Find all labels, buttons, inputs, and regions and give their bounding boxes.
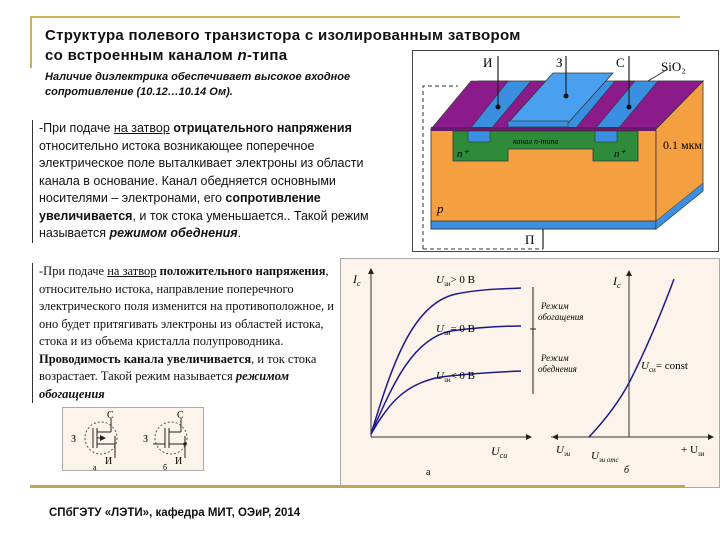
svg-text:Uзи> 0 В (436, 274, 475, 288)
enhancement-paragraph (32, 263, 339, 403)
oxide-label: SiO₂ (661, 59, 686, 74)
text: , и ток стока возрастает. Такой режим называется (39, 351, 317, 383)
relation: > 0 В (450, 274, 476, 286)
subscript: зи (697, 450, 705, 458)
text: -При подаче (39, 121, 114, 135)
depletion-mode-label: обеднения (538, 364, 577, 374)
chart-a-caption: а (426, 467, 431, 478)
subscript: си (499, 451, 508, 460)
gate-label-a: З (71, 434, 77, 445)
bottom-accent-rule (30, 485, 685, 488)
subscript: c (617, 281, 621, 290)
left-accent-rule (30, 16, 32, 68)
n-plus-left-label: n⁺ (457, 148, 469, 160)
svg-text:Uзи отс (591, 450, 619, 464)
channel-label: канал n-типа (513, 137, 559, 146)
svg-text:Uзи= 0 В (436, 323, 475, 337)
title-text: со встроенным каналом (45, 47, 238, 64)
title-italic-n: n (237, 47, 247, 64)
drain-label-b: С (177, 410, 184, 421)
subscript: зи (443, 280, 451, 288)
relation: = const (655, 360, 688, 372)
thickness-label: 0.1 мкм (663, 138, 703, 152)
substrate-label: p (437, 201, 444, 216)
svg-text:Ic (352, 272, 361, 288)
underlined-text: на затвор (107, 264, 157, 278)
curve3-label: U (436, 370, 444, 382)
bold-italic-text: режимом обогащения (39, 369, 290, 401)
uds-axis-label: U (491, 444, 500, 458)
text: -При подаче (39, 264, 108, 278)
n-plus-right-label: n⁺ (614, 148, 626, 160)
circuit-symbols-panel (62, 407, 204, 471)
const-label: U (641, 360, 649, 372)
chart-b-caption: б (624, 465, 630, 476)
structure-svg (413, 51, 718, 251)
gate-label-b: З (143, 434, 149, 445)
ic-axis-label-b: I (613, 274, 617, 288)
svg-text:Uзи< 0 В (436, 370, 475, 384)
drain-label-a: С (107, 410, 114, 421)
subscript: зи (563, 450, 571, 458)
source-label-b: И (175, 456, 183, 467)
relation: < 0 В (450, 370, 476, 382)
symbol-b-caption: б (163, 463, 168, 470)
text: относительно истока возникающее поперечное электрическое поле выталкивает электроны из области канала в основание. Канал обедняется основными носителями – электронами, его (39, 138, 364, 205)
relation: = 0 В (450, 323, 476, 335)
bold-text: положительного напряжения (159, 264, 326, 278)
ugs-pos-axis-label: + U (681, 444, 698, 456)
subscript: зи (443, 376, 451, 384)
characteristics-svg (341, 259, 719, 487)
source-label-a: И (105, 456, 113, 467)
svg-text:Uзи (556, 444, 571, 458)
slide-subtitle: Наличие диэлектрика обеспечивает высокое входное сопротивление (10.12…10.14 Ом). (45, 71, 351, 98)
top-accent-rule (30, 16, 680, 18)
mosfet-structure-diagram (412, 50, 719, 252)
subscript: си (648, 366, 656, 374)
depletion-mode-label: Режим (541, 353, 569, 363)
subscript: зи отс (598, 456, 619, 464)
symbols-svg (63, 408, 203, 470)
text: , относительно истока, направление поперечного электрического поля изменится на противоположное, и оно будет притягивать электроны из областей истока, стока и из объема кристалла полупроводника. (39, 264, 334, 348)
ic-axis-label: I (353, 272, 357, 286)
bold-text: отрицательного напряжения (173, 121, 352, 135)
gate-label: З (556, 55, 563, 70)
title-text: -типа (246, 47, 288, 64)
bold-italic-text: режимом обеднения (109, 226, 238, 240)
svg-text:+ Uзи (681, 444, 705, 458)
underlined-text: на затвор (113, 121, 170, 135)
text: . (237, 226, 242, 240)
substrate-terminal-label: П (525, 232, 535, 247)
subscript: зи (443, 329, 451, 337)
svg-text:Uси (491, 444, 507, 460)
enhancement-mode-label: обогащения (538, 312, 584, 322)
subscript: c (357, 279, 361, 288)
drain-label: С (616, 55, 625, 70)
depletion-paragraph (32, 120, 384, 243)
text: , и ток стока уменьшается.. Такой режим называется (39, 208, 369, 240)
title-line-1: Структура полевого транзистора с изолированным затвором (45, 27, 521, 44)
ugs-neg-axis-label: U (556, 444, 564, 456)
curve1-label: U (436, 274, 444, 286)
source-label: И (483, 55, 493, 70)
svg-text:Uси= const (641, 360, 688, 374)
footer-text: СПбГЭТУ «ЛЭТИ», кафедра МИТ, ОЭиР, 2014 (49, 507, 301, 519)
curve2-label: U (436, 323, 444, 335)
enhancement-mode-label: Режим (541, 301, 569, 311)
symbol-a-caption: а (93, 463, 97, 470)
bold-text: Проводимость канала увеличивается (39, 351, 252, 366)
svg-text:Ic (612, 274, 621, 290)
characteristics-chart-panel (340, 258, 720, 488)
bold-text: сопротивление увеличивается (39, 191, 321, 223)
cutoff-voltage-label: U (591, 450, 599, 462)
